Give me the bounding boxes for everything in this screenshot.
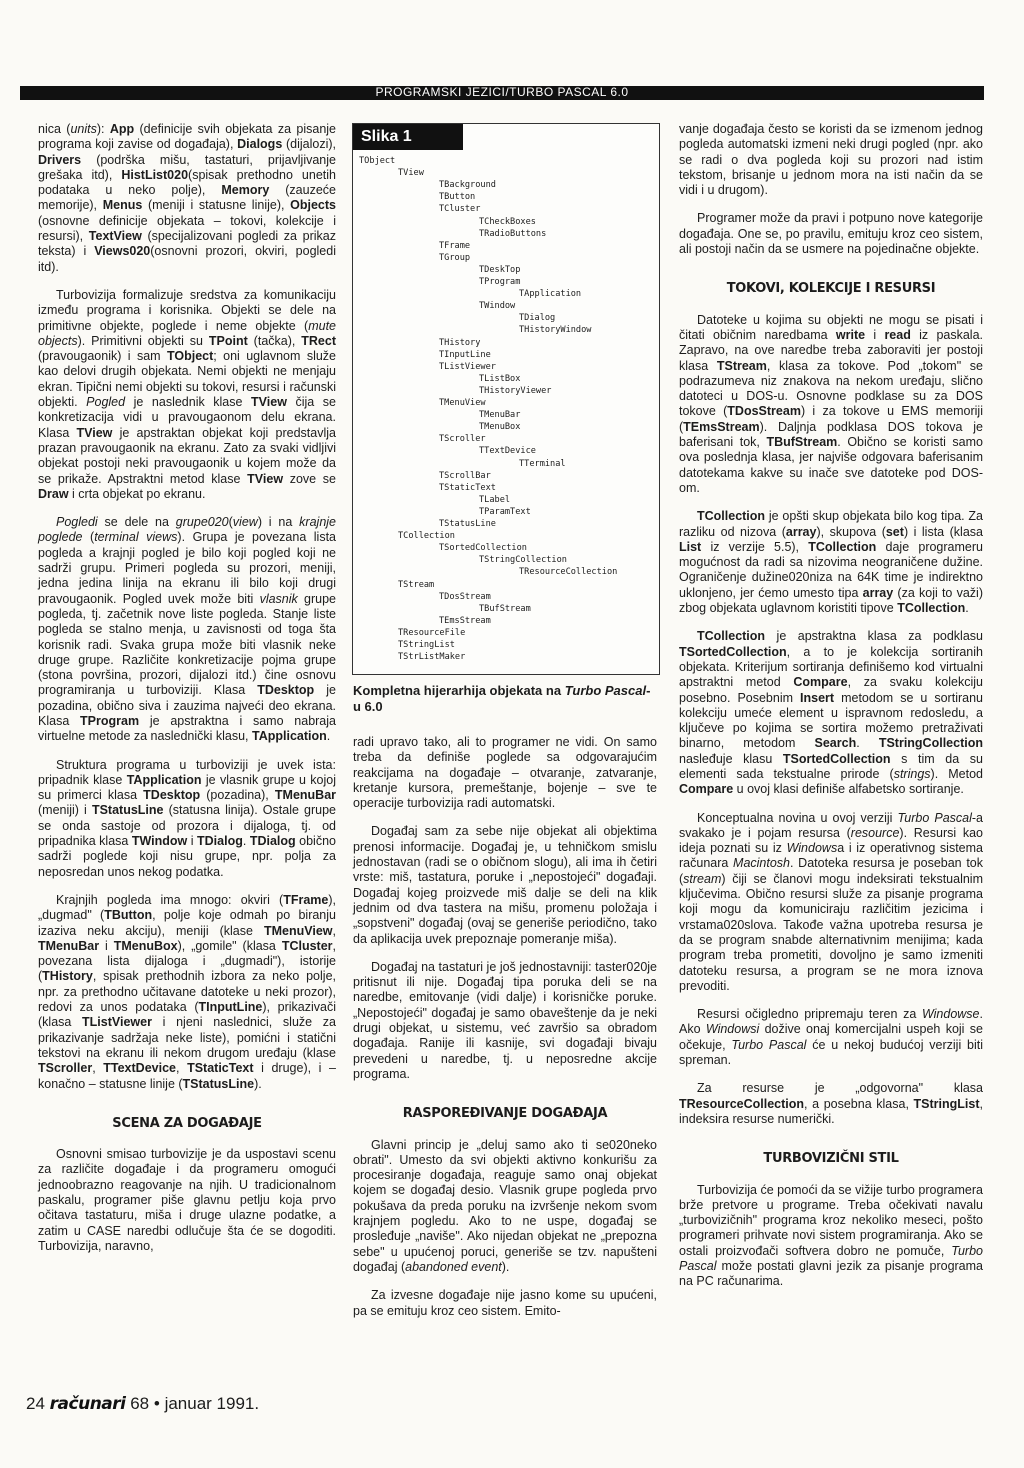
tree-node: TCheckBoxes <box>479 216 536 227</box>
tree-node: TObject <box>359 156 396 166</box>
tree-node: THistoryWindow <box>519 325 592 336</box>
tree-node: THistoryViewer <box>479 385 552 396</box>
section-heading: SCENA ZA DOGAĐAJE <box>112 1115 262 1131</box>
paragraph: Događaj na tastaturi je još jednostavniji: taster020je pritisnut ili nije. Događaj tipa poruka deli se na naredbe, emitovanje (vidi dalje) i korisničke poruke. „Nepostojeći" događaj je samo obaveštenje da je neki drugi objekat, u sistemu, već završio sa obradom događaja. Ranije ili kasnije, svi događaji bivaju prevedeni u naredbe, tj. u neposredne akcije programa. <box>353 959 657 1081</box>
tree-node: TScrollBar <box>439 470 491 481</box>
column-2 <box>353 735 657 1332</box>
tree-node: TWindow <box>479 301 516 312</box>
tree-node: TResourceCollection <box>519 567 618 578</box>
paragraph: Resursi očigledno pripremaju teren za Windowse. Ako Windowsi dožive onaj komercijalni uspeh koji se očekuje, Turbo Pascal će u nekoj budućoj verziji biti spreman. <box>679 1007 984 1068</box>
paragraph: Programer može da pravi i potpuno nove kategorije događaja. One se, po pravilu, emituju kroz ceo sistem, ali postoji način da se usmere na pojedinačne objekte. <box>679 211 983 257</box>
section-heading: TURBOVIZIČNI STIL <box>763 1151 899 1167</box>
tree-node: TListBox <box>479 373 521 384</box>
page-number: 24 <box>26 1394 45 1413</box>
magazine-logo: računari <box>49 1394 126 1414</box>
column-3 <box>679 122 983 1303</box>
paragraph: Turbovizija će pomoći da se vižije turbo programera brže pretvore u programe. Treba očekivati navalu „turbovizičnih" programa kroz nekoliko meseci, pošto programeri prihvate novi sistem programiranja. Ako se ostali proizvođači softvera dobro ne pomuče, Turbo Pascal može postati glavni jezik za pisanje programa na PC računarima. <box>679 1182 983 1289</box>
section-header-bar <box>20 86 984 100</box>
tree-node: TTextDevice <box>479 446 536 457</box>
page-footer <box>26 1394 259 1414</box>
bullet-separator: • <box>153 1394 160 1413</box>
column-1 <box>38 122 336 1267</box>
tree-node: TStatusLine <box>439 519 496 529</box>
figure-caption <box>353 683 657 715</box>
caption-suffix: -u 6.0 <box>353 683 651 714</box>
tree-node: TParamText <box>479 506 531 517</box>
issue-date: januar 1991. <box>164 1394 260 1413</box>
paragraph: Krajnjih pogleda ima mnogo: okviri (TFrame), „dugmad" (TButton, polje koje odmah po biranju izaziva neku akciju), meniji (klase TMenuView, TMenuBar i TMenuBox), „gomile" (klasa TCluster, povezana lista dijaloga i „dugmadi"), istorije (THistory, spisak prethodnih izbora za neko polje, npr. za prethodno učitavane datoteke u neki prozor), redovi za unos podataka (TInputLine), prikazivači (klasa TListViewer i njeni naslednici, služe za prikazivanje sadržaja neke liste), pomićni i statični tekstovi na ekranu ili nekom drugom uređaju (klase TScroller, TTextDevice, TStaticText i druge), i – konačno – statusne linije (TStatusLine). <box>38 892 336 1091</box>
tree-node: TFrame <box>439 240 471 251</box>
tree-node: TListViewer <box>439 361 496 372</box>
tree-node: TResourceFile <box>398 627 466 638</box>
tree-node: TBackground <box>439 180 496 191</box>
tree-node: TStaticText <box>439 482 496 493</box>
tree-node: TBufStream <box>479 603 531 614</box>
paragraph: Konceptualna novina u ovoj verziji Turbo Pascal-a svakako je i pojam resursa (resource). Resursi kao ideja poznati su iz Windowsa i iz operativnog sistema računara Macintosh. Datoteka resursa je poseban tok (stream) čiji se članovi mogu indeksirati tekstualnim ključevima. Obično resursi služe za pisanje programa koji mogu da komuniciraju različitim jezicima i vrstama020slova. Takođe važna upotreba resursa je da se program snabde alternativnim menijima; kada program treba prometiti, dovoljno je samo izmeniti datoteku resursa, a program se ne mora iznova prevoditi. <box>679 810 984 993</box>
paragraph: vanje događaja često se koristi da se izmenom jednog pogleda automatski izmeni neki drugi pogled (npr. ako se radi o dva pogleda koji su prozori nad istim tekstom, brisanje u jednom mora na isti način da se vidi i u drugom). <box>679 122 983 198</box>
tree-node: TTerminal <box>519 458 566 469</box>
tree-node: THistory <box>439 337 481 348</box>
section-header-title: PROGRAMSKI JEZICI/TURBO PASCAL 6.0 <box>375 85 629 99</box>
section-heading: RASPOREĐIVANJE DOGAĐAJA <box>402 1106 608 1122</box>
paragraph: TCollection je apstraktna klasa za podklasu TSortedCollection, a to je kolekcija sortiranih objekata. Kriterijum sortiranja definišemo kod virtualni apstraktni metod Compare, za svaku kolekciju posebno. Posebnim Insert metodom se u sortiranu kolekciju umeće element u ispravnom redosledu, a ključeve po kojima se sortira možemo pretraživati binarno, metodom Search. TStringCollection nasleđuje klasu TSortedCollection s tim da su elementi sada tekstualne prirode (strings). Metod Compare u ovoj klasi definiše alfabetsko sortiranje. <box>679 629 983 797</box>
paragraph: Pogledi se dele na grupe020(view) i na krajnje poglede (terminal views). Grupa je povezana lista pogleda a krajnji pogled je bilo koji pogled koji ne sadrži grupu. Primeri pogleda su prozori, meniji, jedna jedina linija na ekranu ili bilo koji drugi pravougaonik. Pogled uvek može biti vlasnik grupe pogleda, tj. začetnik nove liste pogleda. Stanje liste pogleda se stalno menja, u zavisnosti od toga šta korisnik radi. Svaka grupa može biti vlasnik neke druge grupe. Različite konkretizacije pojma grupe (stona površina, prozori, dijalozi itd.) čine osnovu programiranja u turboviziji. Klasa TDesktop je pozadina, obično siva i zauzima najveći deo ekrana. Klasa TProgram je apstraktna i samo nabraja virtuelne metode za naslednički klasu, TApplication. <box>38 515 337 744</box>
tree-node: TRadioButtons <box>479 228 547 239</box>
tree-node: TInputLine <box>439 349 491 360</box>
figure-box <box>352 123 660 675</box>
tree-node: TEmsStream <box>439 615 491 626</box>
paragraph: TCollection je opšti skup objekata bilo kog tipa. Za razliku od nizova (array), skupova (set) i lista (klasa List iz verzije 5.5), TCollection daje programeru mogućnost da radi sa nizovima neograničene dužine. Ograničenje dužine020niza na 64K time je indirektno uklonjeno, jer ćemo umesto tipa array (za koji to važi) zbog objekata uglavnom koristiti tipove TCollection. <box>679 509 983 616</box>
tree-node: TButton <box>439 192 476 203</box>
tree-node: TStream <box>398 579 435 590</box>
tree-node: TScroller <box>439 434 486 445</box>
tree-node: TLabel <box>479 494 511 505</box>
tree-node: TDialog <box>519 313 556 324</box>
paragraph: Osnovni smisao turbovizije je da uspostavi scenu za različite događaje i da programeru omogući jednoobrazno reagovanje na njih. U tradicionalnom paskalu, programer piše glavnu petlju koja prvo očitava tastaturu, miša i druge ulazne podatke, a zatim u CASE naredbi odlučuje šta će se dogoditi. Turbovizija, naravno, <box>38 1147 336 1253</box>
paragraph: Datoteke u kojima su objekti ne mogu se pisati i čitati običnim naredbama write i read iz paskala. Zapravo, na ove naredbe treba zaboraviti jer postoji klasa TStream, klasa za tokove. Pod „tokom" se podrazumeva niz znakova na nekom uređaju, slično datoteci u DOS-u. Osnovne podklase su za DOS tokove (TDosStream) i za tokove u EMS memoriji (TEmsStream). Daljnja podklasa DOS tokova je baferisani tok, TBufStream. Obično se koristi samo ova poslednja klasa, jer najviše odgovara baferisanim datotekama kakve su inače sve datoteke pod DOS-om. <box>679 312 984 495</box>
tree-node: TApplication <box>519 289 582 300</box>
tree-node: TMenuView <box>439 398 486 408</box>
paragraph: Struktura programa u turboviziji je uvek ista: pripadnik klase TApplication je vlasnik grupe u kojoj su primerci klasa TDesktop (pozadina), TMenuBar (meniji) i TStatusLine (statusna linija). Ostale grupe se onda sastoje od prozora i dijaloga, tj. od pripadnika klasa TWindow i TDialog. TDialog obično sadrži poglede koji nisu grupe, npr. polja za neposredan unos nekog podatka. <box>38 757 337 879</box>
paragraph: Za resurse je „odgovorna" klasa TResourceCollection, a posebna klasa, TStringList, indeksira resurse numerički. <box>679 1081 983 1126</box>
paragraph: Događaj sam za sebe nije objekat ali objektima prenosi informacije. Događaj je, u tehničkom smislu jednostavan (radi se o običnom slogu), ali ima ih četiri vrste: miš, tastatura, poruke i „nepostojeći" događaji. Događaj kojeg proizvede miš dalje se deli na klik jednim od dva tastera na mišu, promenu položaja i „sopstveni" događaj (ovaj se generiše periodično, tako da aplikacija uvek prepoznaje pomeranje miša). <box>353 824 657 946</box>
tree-node: TDeskTop <box>479 264 521 275</box>
tree-node: TProgram <box>479 277 521 287</box>
tree-node: TMenuBar <box>479 410 521 421</box>
figure-title: Slika 1 <box>353 124 463 150</box>
tree-node: TStrListMaker <box>398 652 466 663</box>
tree-node: TView <box>398 168 424 179</box>
paragraph: Turbovizija formalizuje sredstva za komunikaciju između programa i korisnika. Objekti se dele na primitivne objekte, poglede i neme objekte (mute objects). Primitivni objekti su TPoint (tačka), TRect (pravougaonik) i sam TObject; oni uglavnom služe kao delovi drugih objekata. Nemi objekti ne menjaju ekran. Tipični nemi objekti su tokovi, resursi i računski objekti. Pogled je naslednik klase TView čija se konkretizacija vidi u pravougaonom delu ekrana. Klasa TView je apstraktan objekat koji predstavlja prazan pravougaonik na ekranu. Zato za svaki vidljivi objekat postoji neki pravougaonik u kojem može da se prikaže. Apstraktni metod klase TView zove se Draw i crta objekat po ekranu. <box>38 287 336 501</box>
paragraph: Za izvesne događaje nije jasno kome su upućeni, pa se emituju kroz ceo sistem. Emito- <box>353 1288 657 1318</box>
section-heading: TOKOVI, KOLEKCIJE I RESURSI <box>726 281 936 297</box>
tree-node: TStringList <box>398 640 455 650</box>
paragraph: radi upravo tako, ali to programer ne vidi. On samo treba da definiše poglede sa odgovarajućim reakcijama na događaje – otvaranje, zatvaranje, kretanje kursora, premeštanje, bojenje – sve te operacije turbovizija radi automatski. <box>353 735 657 811</box>
tree-node: TSortedCollection <box>439 543 527 554</box>
tree-node: TGroup <box>439 252 471 263</box>
paragraph: nica (units): App (definicije svih objekata za pisanje programa koji zavise od događaja), Dialogs (dijalozi), Drivers (podrška mišu, tastaturi, prijavljivanje grešaka itd), HistList020(spisak prethodno unetih podataka u neko polje), Memory (zauzeće memorije), Menus (meniji i statusne linije), Objects (osnovne definicije objekata – tokovi, kolekcije i resursi), TextView (specijalizovani pogledi za prikaz teksta) i Views020(osnovni prozori, okviri, pogledi itd). <box>38 122 336 274</box>
caption-text: Kompletna hijerarhija objekata na <box>353 683 562 698</box>
tree-node: TMenuBox <box>479 422 521 433</box>
tree-node: TDosStream <box>439 591 491 602</box>
tree-node: TCluster <box>439 204 481 215</box>
tree-node: TCollection <box>398 531 455 542</box>
paragraph: Glavni princip je „deluj samo ako ti se020neko obrati". Umesto da svi objekti aktivno konkurišu za procesiranje događaja, reaguje samo onaj objekat kojem se događaj desio. Vlasnik grupe pogleda prvo pokušava da preda poruku na izvršenje nekom svom krajnjem pogledu. Ako to ne uspe, događaj se prosleđuje „naviše". Ako nijedan objekat ne „prepozna sebe" u upućenoj poruci, generiše se tzv. napušteni događaj (abandoned event). <box>353 1137 657 1274</box>
issue-number: 68 <box>130 1394 150 1413</box>
caption-product: Turbo Pascal <box>564 683 647 698</box>
tree-node: TStringCollection <box>479 555 567 566</box>
